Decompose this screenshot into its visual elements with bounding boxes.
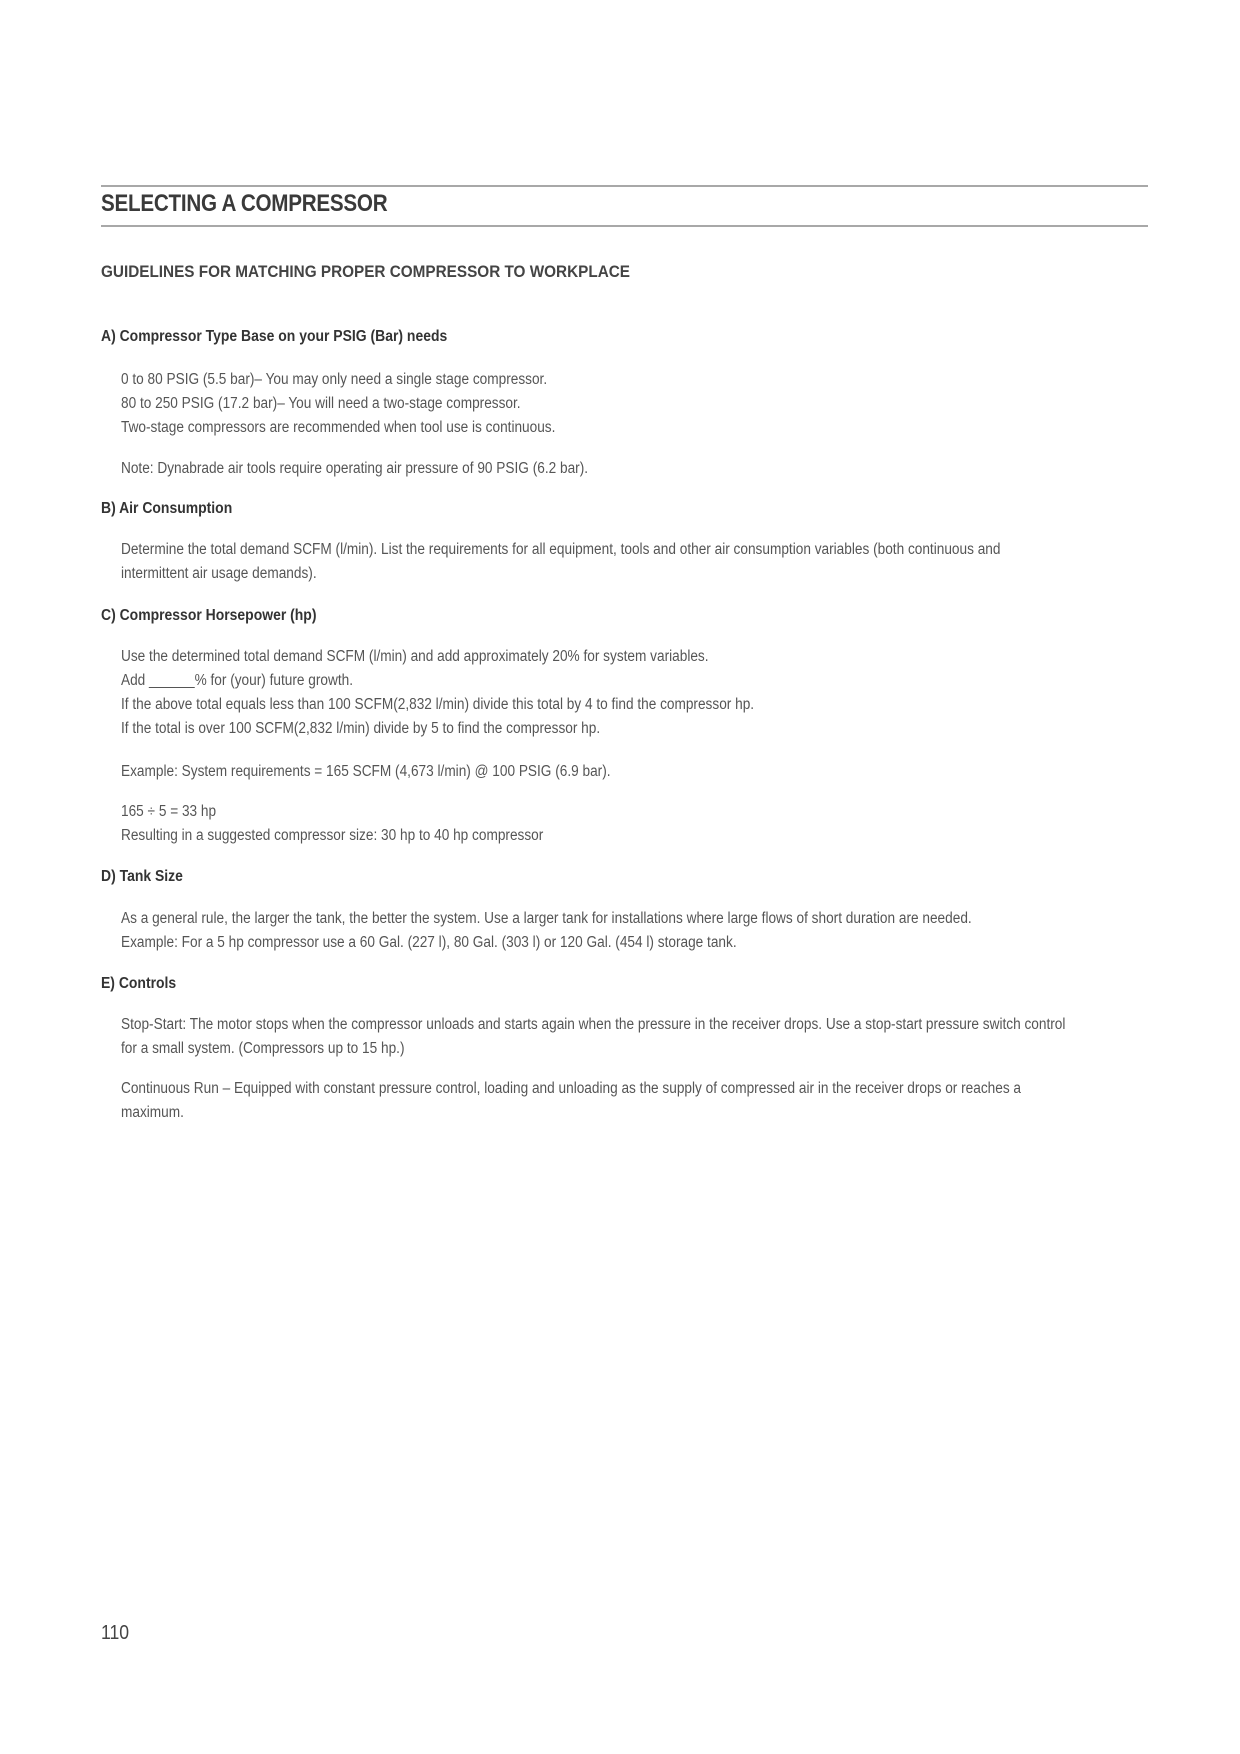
section-d-line: As a general rule, the larger the tank, the better the system. Use a larger tank for installations where large flows of short duration are needed. [121, 910, 972, 927]
section-a-note [121, 457, 1107, 481]
page-number: 110 [101, 1622, 130, 1644]
section-c-body [121, 645, 1107, 741]
calculation-line: 165 ÷ 5 = 33 hp [121, 803, 217, 820]
section-e-stop-start [121, 1013, 1107, 1061]
section-e-line: for a small system. (Compressors up to 15 hp.) [121, 1040, 405, 1057]
section-c-line: Use the determined total demand SCFM (l/min) and add approximately 20% for system variables. [121, 648, 709, 665]
section-c-calculation [121, 800, 1107, 848]
section-e-heading: E) Controls [101, 975, 177, 992]
section-c-line: If the total is over 100 SCFM(2,832 l/min) divide by 5 to find the compressor hp. [121, 720, 601, 737]
section-b-line: intermittent air usage demands). [121, 565, 317, 582]
section-a-heading: A) Compressor Type Base on your PSIG (Bar) needs [101, 328, 448, 345]
example-line: Example: System requirements = 165 SCFM (4,673 l/min) @ 100 PSIG (6.9 bar). [121, 763, 611, 780]
section-d-line: Example: For a 5 hp compressor use a 60 Gal. (227 l), 80 Gal. (303 l) or 120 Gal. (454 l) storage tank. [121, 934, 737, 951]
section-a-line: Two-stage compressors are recommended when tool use is continuous. [121, 419, 556, 436]
section-c-line: If the above total equals less than 100 SCFM(2,832 l/min) divide this total by 4 to find the compressor hp. [121, 696, 755, 713]
section-b-line: Determine the total demand SCFM (l/min). List the requirements for all equipment, tools and other air consumption variables (both continuous and [121, 541, 1001, 558]
section-a-body [121, 368, 1107, 440]
section-a-line: 80 to 250 PSIG (17.2 bar)– You will need a two-stage compressor. [121, 395, 521, 412]
section-a-line: 0 to 80 PSIG (5.5 bar)– You may only need a single stage compressor. [121, 371, 548, 388]
section-b-heading: B) Air Consumption [101, 500, 233, 517]
section-c-example [121, 760, 1107, 784]
page-title: SELECTING A COMPRESSOR [101, 190, 388, 217]
section-e-line: Continuous Run – Equipped with constant pressure control, loading and unloading as the supply of compressed air in the receiver drops or reaches a [121, 1080, 1022, 1097]
section-e-line: maximum. [121, 1104, 184, 1121]
section-b-body [121, 538, 1107, 586]
section-c-line: Add ______% for (your) future growth. [121, 672, 354, 689]
page-subtitle: GUIDELINES FOR MATCHING PROPER COMPRESSOR TO WORKPLACE [101, 262, 631, 281]
section-e-line: Stop-Start: The motor stops when the compressor unloads and starts again when the pressure in the receiver drops. Use a stop-start pressure switch control [121, 1016, 1066, 1033]
section-c-heading: C) Compressor Horsepower (hp) [101, 607, 317, 624]
section-d-body [121, 907, 1107, 955]
note-line: Note: Dynabrade air tools require operating air pressure of 90 PSIG (6.2 bar). [121, 460, 589, 477]
section-e-continuous [121, 1077, 1107, 1125]
title-bar [101, 185, 1148, 227]
section-d-heading: D) Tank Size [101, 868, 183, 885]
calculation-line: Resulting in a suggested compressor size: 30 hp to 40 hp compressor [121, 827, 544, 844]
